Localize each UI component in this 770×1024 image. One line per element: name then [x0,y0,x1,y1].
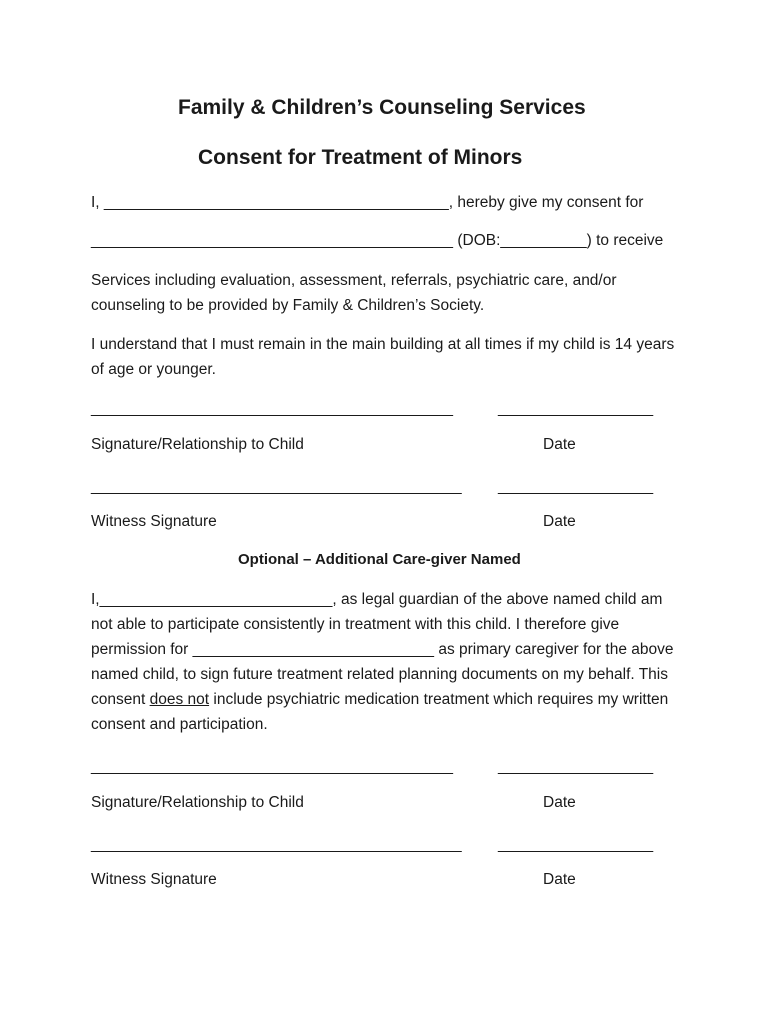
date-label: Date [543,794,576,811]
consent-line-child: __________________________________________ (DOB:__________) to receive [91,232,664,249]
does-not-emphasis: does not [149,691,210,708]
organization-title: Family & Children’s Counseling Services [178,96,586,119]
signature-line: __________________________________________ [91,758,454,775]
witness-date-label: Date [543,871,576,888]
witness-signature-line: ___________________________________________ [91,478,462,495]
services-paragraph: Services including evaluation, assessment, referrals, psychiatric care, and/or counseling to be provided by Family & Children’s Society. [91,272,617,314]
building-paragraph: I understand that I must remain in the main building at all times if my child is 14 years of age or younger. [91,336,675,378]
date-line: __________________ [498,400,654,417]
date-line: __________________ [498,758,654,775]
optional-paragraph-text-end: include psychiatric medication treatment which requires my written consent and participation. [91,691,669,733]
optional-paragraph-text: I,___________________________, as legal guardian of the above named child am not able to participate consistently in treatment with this child. I therefore give permission for ____________________________ as primary caregiver for the above named child, to sign future treatment related planning documents on my behalf. This consent [91,591,674,708]
consent-line-parent: I, ________________________________________, hereby give my consent for [91,194,644,211]
date-label: Date [543,436,576,453]
optional-heading: Optional – Additional Care-giver Named [238,551,521,568]
witness-signature-label: Witness Signature [91,871,217,888]
form-title: Consent for Treatment of Minors [198,146,523,169]
signature-label: Signature/Relationship to Child [91,436,304,453]
optional-paragraph [91,587,683,737]
signature-line: __________________________________________ [91,400,454,417]
witness-date-label: Date [543,513,576,530]
witness-signature-label: Witness Signature [91,513,217,530]
witness-date-line: __________________ [498,478,654,495]
witness-date-line: __________________ [498,836,654,853]
witness-signature-line: ___________________________________________ [91,836,462,853]
signature-label: Signature/Relationship to Child [91,794,304,811]
